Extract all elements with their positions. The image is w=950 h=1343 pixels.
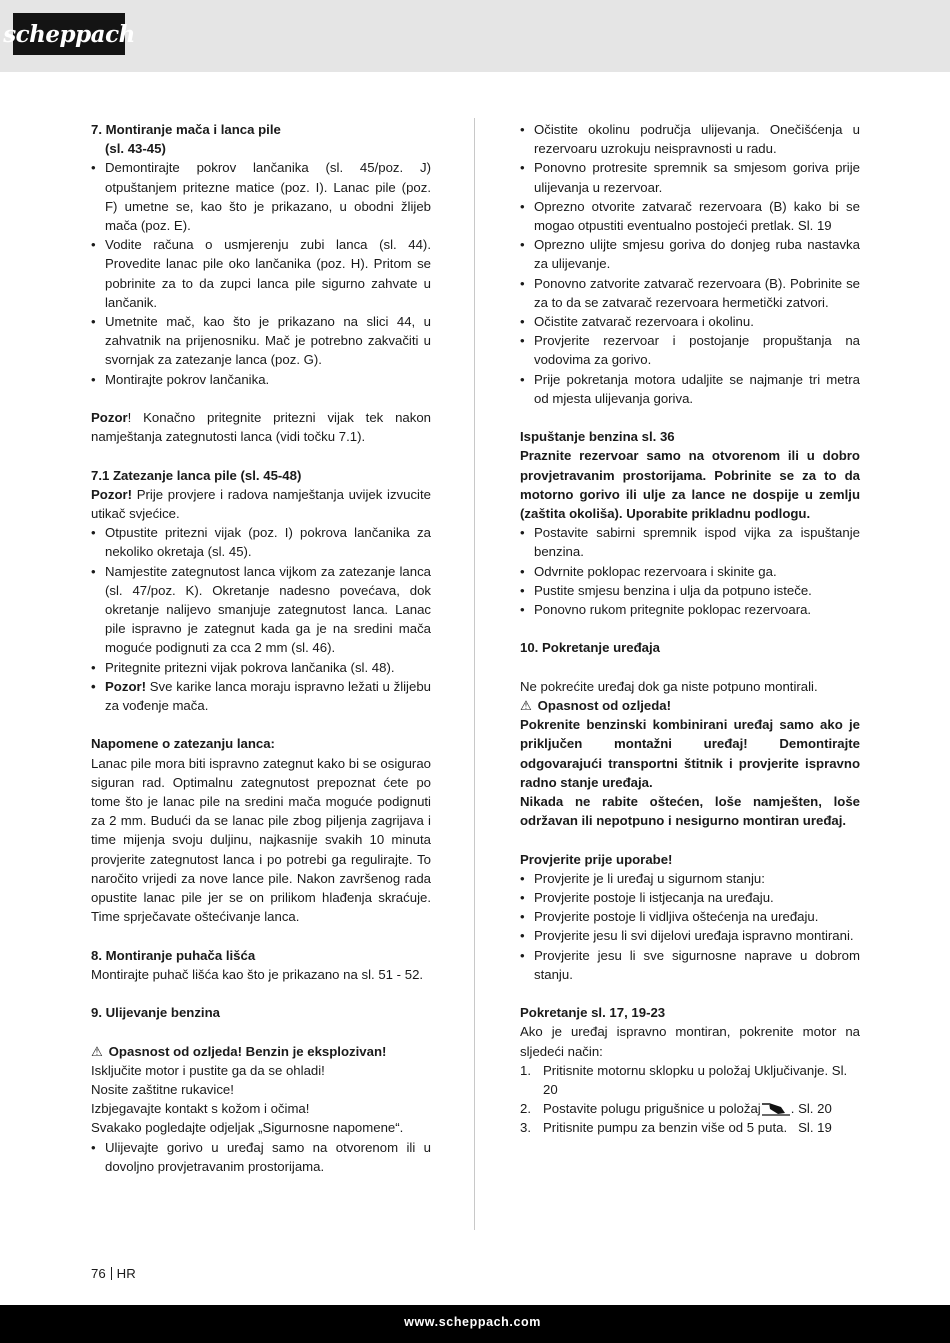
list-item: • Ponovno protresite spremnik sa smjesom goriva prije ulijevanja u rezervoar.: [520, 158, 860, 196]
list-item: • Ulijevajte gorivo u uređaj samo na otvorenom ili u dovoljno provjetravanim prostorijama.: [91, 1138, 431, 1176]
website-link[interactable]: www.scheppach.com: [404, 1315, 541, 1329]
pozor-label: Pozor: [91, 410, 128, 426]
section-9-list: [91, 1138, 431, 1176]
list-item: • Pustite smjesu benzina i ulja da potpuno isteče.: [520, 581, 860, 600]
step-number: 2.: [520, 1101, 531, 1117]
step-text: Pritisnite motornu sklopku u položaj Uključivanje. Sl. 20: [543, 1062, 848, 1098]
start-steps: [520, 1061, 860, 1138]
fuel-list: [520, 120, 860, 408]
language-code: HR: [116, 1266, 136, 1281]
safety-line: Isključite motor i pustite ga da se ohladi!: [91, 1062, 325, 1078]
header-bar: [0, 0, 950, 72]
list-item: • Demontirajte pokrov lančanika (sl. 45/poz. J) otpuštanjem pritezne matice (poz. I). Lanac pile (poz. F) umetne se, kao što je prikazano, u obodni žlijeb mača (poz. E).: [91, 158, 431, 235]
list-item: • Ponovno zatvorite zatvarač rezervoara (B). Pobrinite se za to da se zatvarač rezervoara hermetički zatvori.: [520, 274, 860, 312]
warning-text: Opasnost od ozljeda! Benzin je eksplozivan!: [108, 1043, 387, 1059]
step-text: Pritisnite pumpu za benzin više od 5 puta.: [543, 1120, 788, 1136]
step-text: . Sl. 20: [790, 1101, 832, 1117]
list-item: • Provjerite postoje li vidljiva oštećenja na uređaju.: [520, 907, 860, 926]
drain-list: [520, 523, 860, 619]
section-8-title: 8. Montiranje puhača lišća: [91, 947, 256, 963]
pozor-label: Pozor!: [91, 486, 133, 502]
safety-reference: Svakako pogledajte odjeljak „Sigurnosne napomene“.: [91, 1120, 404, 1136]
scheppach-logo: scheppach: [13, 13, 125, 55]
section-7-list: [91, 158, 431, 388]
warning-text: Prije provjere i radova namještanja uvijek izvucite utikač svjećice.: [91, 486, 431, 522]
list-item: • Prije pokretanja motora udaljite se najmanje tri metra od mjesta ulijevanja goriva.: [520, 370, 860, 408]
list-item: • Provjerite postoje li istjecanja na uređaju.: [520, 888, 860, 907]
warning-triangle-icon: ⚠: [91, 1043, 103, 1059]
check-title: Provjerite prije uporabe!: [520, 851, 673, 867]
step-number: 3.: [520, 1120, 531, 1136]
list-item: • Ponovno rukom pritegnite poklopac rezervoara.: [520, 600, 860, 619]
step-item: [520, 1118, 860, 1137]
step-text: Postavite polugu prigušnice u položaj: [543, 1101, 761, 1117]
section-10-warning: [520, 696, 860, 715]
pozor-label: Pozor!: [105, 678, 147, 694]
step-number: 1.: [520, 1062, 531, 1078]
section-7-1-warning: [91, 485, 431, 523]
section-7-1-title: 7.1 Zatezanje lanca pile (sl. 45-48): [91, 467, 302, 483]
chain-notes-text: Lanac pile mora biti ispravno zategnut kako bi se osigurao siguran rad. Optimalnu zategnutost prepoznat ćete po tome što je lanac pile na sredini mača moguće podignuti za 2 mm. Budući da se lanac pile zbog piljenja zagrijava i time mijenja svoju duljinu, najkasnije svakih 10 minuta provjerite zategnutost lanca i po potrebi ga regulirajte. To naročito vrijedi za nove lance pile. Nakon završenog rada opustite lanac pile jer se on prilikom hlađenja skraćuje. Time sprječavate oštećivanje lanca.: [91, 755, 431, 925]
section-10-bold-1: Pokrenite benzinski kombinirani uređaj samo ako je priključen montažni uređaj! Demontirajte odgovarajući transportni štitnik i provjerite ispravno radno stanje uređaja.: [520, 717, 860, 790]
section-10-bold-2: Nikada ne rabite oštećen, loše namješten, loše održavan ili nepotpuno i nesigurno montiran uređaj.: [520, 794, 860, 829]
chain-notes-title: Napomene o zatezanju lanca:: [91, 736, 275, 752]
safety-line: Izbjegavajte kontakt s kožom i očima!: [91, 1101, 310, 1117]
section-7-1-list: [91, 523, 431, 715]
list-item: • Pritegnite pritezni vijak pokrova lančanika (sl. 48).: [91, 658, 431, 677]
list-item: • Montirajte pokrov lančanika.: [91, 370, 431, 389]
list-item: • Odvrnite poklopac rezervoara i skinite ga.: [520, 562, 860, 581]
footer-separator: [111, 1267, 112, 1280]
section-10-title: 10. Pokretanje uređaja: [520, 640, 661, 656]
choke-symbol-icon: [761, 1101, 791, 1116]
check-list: [520, 869, 860, 984]
list-item: • Umetnite mač, kao što je prikazano na slici 44, u zahvatnik na prijenosniku. Mač je potrebno zakvačiti u svornjak za zatezanje lanca (poz. G).: [91, 312, 431, 370]
list-item: • Oprezno ulijte smjesu goriva do donjeg ruba nastavka za ulijevanje.: [520, 235, 860, 273]
step-item: [520, 1099, 860, 1118]
safety-line: Nosite zaštitne rukavice!: [91, 1082, 234, 1098]
section-8-text: Montirajte puhač lišća kao što je prikazano na sl. 51 - 52.: [91, 966, 424, 982]
list-item: • Otpustite pritezni vijak (poz. I) pokrova lančanika za nekoliko okretaja (sl. 45).: [91, 523, 431, 561]
note-text: ! Konačno pritegnite pritezni vijak tek nakon namještanja zategnutosti lanca (vidi točku 7.1).: [91, 410, 431, 445]
right-column: [520, 120, 860, 1138]
list-item: • Postavite sabirni spremnik ispod vijka za ispuštanje benzina.: [520, 523, 860, 561]
list-item: • Očistite okolinu područja ulijevanja. Onečišćenja u rezervoaru uzrokuju neispravnosti u radu.: [520, 120, 860, 158]
page-footer: [91, 1266, 136, 1282]
bottom-bar: [0, 1305, 950, 1343]
warning-text: Opasnost od ozljeda!: [537, 698, 672, 714]
section-10-text: Ne pokrećite uređaj dok ga niste potpuno montirali.: [520, 678, 818, 694]
list-item: • Vodite računa o usmjerenju zubi lanca (sl. 44). Provedite lanac pile oko lančanika (poz. H). Pritom se pobrinite za to da zupci lanca pile sigurno zahvate u lančanik.: [91, 235, 431, 312]
list-item: • Oprezno otvorite zatvarač rezervoara (B) kako bi se mogao otpustiti eventualno postojeći pretlak. Sl. 19: [520, 197, 860, 235]
drain-warning: Praznite rezervoar samo na otvorenom ili u dobro provjetravanim prostorijama. Pobrinite se za to da motorno gorivo ili ulje za lance ne dospije u zemlju (zaštita okoliša). Uporabite prikladnu podlogu.: [520, 448, 860, 522]
list-item: • Očistite zatvarač rezervoara i okolinu.: [520, 312, 860, 331]
section-7-subtitle: (sl. 43-45): [105, 141, 166, 157]
section-7-note: [91, 408, 431, 446]
step-reference: Sl. 19: [798, 1120, 832, 1136]
list-item: • Provjerite jesu li sve sigurnosne naprave u dobrom stanju.: [520, 946, 860, 984]
section-9-warning: [91, 1042, 431, 1061]
page-number: 76: [91, 1266, 106, 1281]
list-item: • Provjerite jesu li svi dijelovi uređaja ispravno montirani.: [520, 926, 860, 945]
list-item: • Provjerite je li uređaj u sigurnom stanju:: [520, 869, 860, 888]
list-item: • Provjerite rezervoar i postojanje propuštanja na vodovima za gorivo.: [520, 331, 860, 369]
drain-title: Ispuštanje benzina sl. 36: [520, 429, 675, 445]
start-text: Ako je uređaj ispravno montiran, pokrenite motor na sljedeći način:: [520, 1024, 860, 1059]
column-divider: [474, 118, 475, 1230]
step-item: [520, 1061, 860, 1099]
start-title: Pokretanje sl. 17, 19-23: [520, 1005, 666, 1021]
section-9-title: 9. Ulijevanje benzina: [91, 1005, 220, 1021]
warning-triangle-icon: ⚠: [520, 698, 532, 714]
section-7-title: 7. Montiranje mača i lanca pile: [91, 122, 281, 137]
left-column: [91, 120, 431, 1176]
list-item: • Namjestite zategnutost lanca vijkom za zatezanje lanca (sl. 47/poz. K). Okretanje nadesno povećava, dok okretanje nalijevo smanjuje zategnutost lanca. Lanac pile ispravno je zategnut kada ga je na sredini mača moguće podignuti za cca 2 mm (sl. 46).: [91, 562, 431, 658]
list-item-text: Sve karike lanca moraju ispravno ležati u žlijebu za vođenje mača.: [105, 678, 431, 714]
list-item: [91, 677, 431, 715]
